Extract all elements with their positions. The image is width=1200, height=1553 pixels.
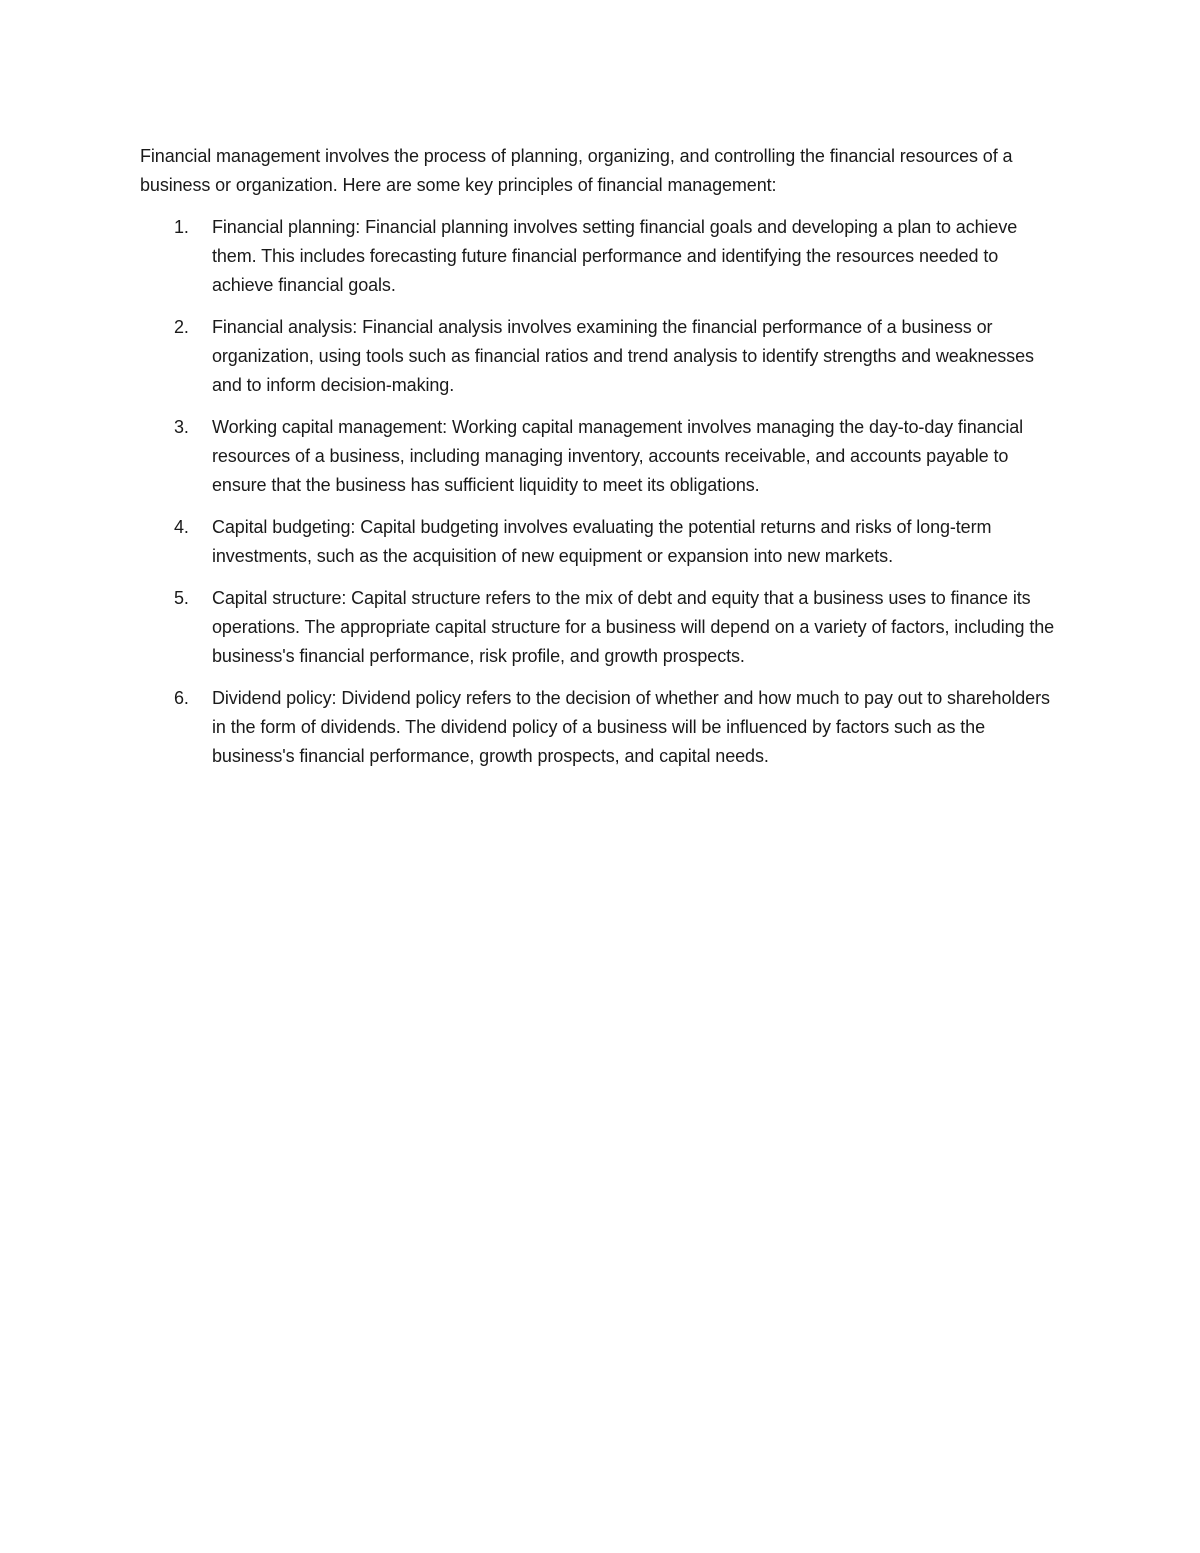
list-item-number: 5. xyxy=(174,588,189,608)
list-item-number: 4. xyxy=(174,517,189,537)
list-item xyxy=(140,584,1060,671)
list-item xyxy=(140,413,1060,500)
list-item xyxy=(140,313,1060,400)
list-item-text: Dividend policy: Dividend policy refers to the decision of whether and how much to pay out to shareholders in the form of dividends. The dividend policy of a business will be influenced by factors such as the business's financial performance, growth prospects, and capital needs. xyxy=(212,688,1050,766)
list-item-text: Financial analysis: Financial analysis involves examining the financial performance of a business or organization, using tools such as financial ratios and trend analysis to identify strengths and weaknesses and to inform decision-making. xyxy=(212,317,1034,395)
intro-paragraph: Financial management involves the process of planning, organizing, and controlling the financial resources of a business or organization. Here are some key principles of financial management: xyxy=(140,146,1013,195)
principles-list xyxy=(140,213,1060,771)
document-body xyxy=(140,142,1060,784)
list-item xyxy=(140,513,1060,571)
list-item xyxy=(140,684,1060,771)
list-item-number: 6. xyxy=(174,688,189,708)
list-item-number: 2. xyxy=(174,317,189,337)
list-item-text: Financial planning: Financial planning involves setting financial goals and developing a plan to achieve them. This includes forecasting future financial performance and identifying the resources needed to achieve financial goals. xyxy=(212,217,1018,295)
list-item-text: Capital structure: Capital structure refers to the mix of debt and equity that a business uses to finance its operations. The appropriate capital structure for a business will depend on a variety of factors, including the business's financial performance, risk profile, and growth prospects. xyxy=(212,588,1055,666)
list-item-number: 3. xyxy=(174,417,189,437)
list-item xyxy=(140,213,1060,300)
list-item-text: Working capital management: Working capital management involves managing the day-to-day financial resources of a business, including managing inventory, accounts receivable, and accounts payable to ensure that the business has sufficient liquidity to meet its obligations. xyxy=(212,417,1024,495)
list-item-text: Capital budgeting: Capital budgeting involves evaluating the potential returns and risks of long-term investments, such as the acquisition of new equipment or expansion into new markets. xyxy=(212,517,992,566)
list-item-number: 1. xyxy=(174,217,189,237)
